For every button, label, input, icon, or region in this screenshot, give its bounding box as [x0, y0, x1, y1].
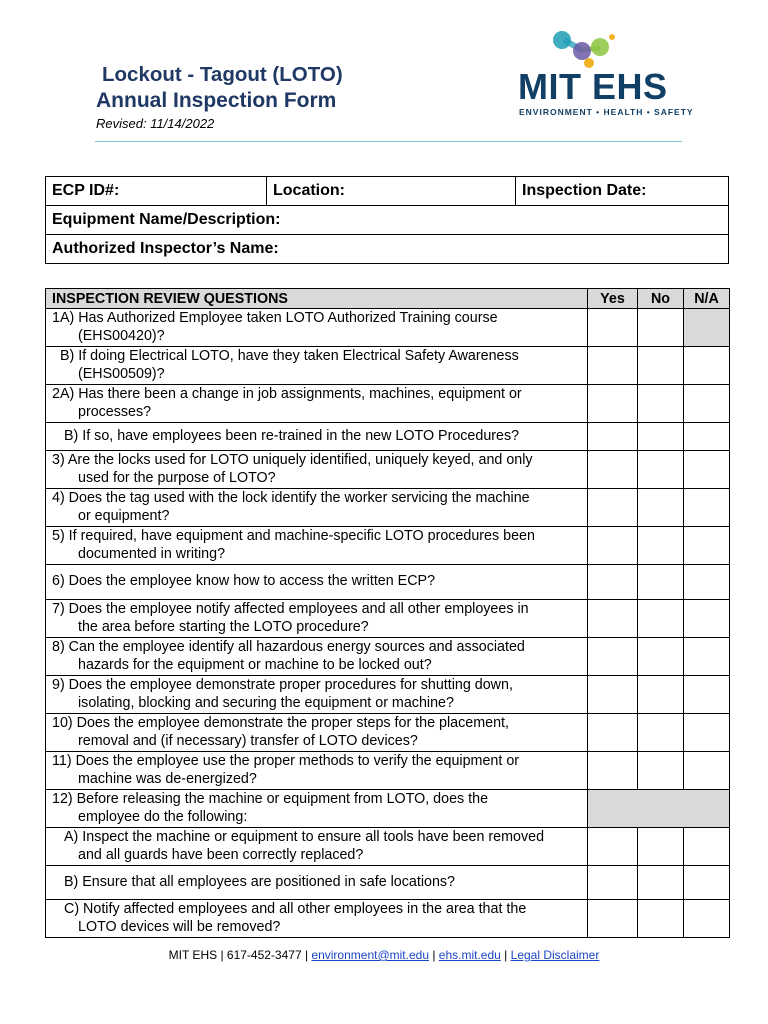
na-cell[interactable]	[684, 385, 730, 423]
table-header-row	[46, 289, 730, 309]
yes-cell[interactable]	[588, 565, 638, 600]
table-row	[46, 676, 730, 714]
yes-cell[interactable]	[588, 600, 638, 638]
no-cell[interactable]	[638, 423, 684, 451]
no-cell[interactable]	[638, 676, 684, 714]
question-line2: removal and (if necessary) transfer of LOTO devices?	[78, 732, 418, 749]
question-line1: A) Inspect the machine or equipment to ensure all tools have been removed	[64, 829, 545, 845]
form-title-line1: Lockout - Tagout (LOTO)	[102, 63, 343, 86]
question-text	[46, 676, 588, 714]
table-row	[46, 489, 730, 527]
table-row	[46, 828, 730, 866]
question-text	[46, 527, 588, 565]
table-row	[46, 600, 730, 638]
table-row	[46, 866, 730, 900]
question-line2: the area before starting the LOTO procedure?	[78, 618, 369, 635]
table-row	[46, 451, 730, 489]
yes-cell[interactable]	[588, 828, 638, 866]
question-text	[46, 565, 588, 600]
question-line1: 12) Before releasing the machine or equipment from LOTO, does the	[52, 791, 489, 807]
question-line1: 9) Does the employee demonstrate proper procedures for shutting down,	[52, 677, 513, 693]
table-row	[46, 790, 730, 828]
table-row	[46, 900, 730, 938]
location-field[interactable]: Location:	[267, 177, 516, 206]
question-line1: 3) Are the locks used for LOTO uniquely identified, uniquely keyed, and only	[52, 452, 533, 468]
shaded-answer-cell	[588, 790, 730, 828]
na-cell[interactable]	[684, 347, 730, 385]
footer-separator: |	[500, 948, 511, 962]
question-line1: 1A) Has Authorized Employee taken LOTO Authorized Training course	[52, 310, 498, 326]
question-text	[46, 900, 588, 938]
table-row	[46, 527, 730, 565]
footer-org-phone: MIT EHS | 617-452-3477 |	[168, 948, 312, 962]
molecule-logo-icon	[542, 30, 642, 70]
yes-cell[interactable]	[588, 714, 638, 752]
table-row	[46, 385, 730, 423]
question-text	[46, 385, 588, 423]
question-line1: B) If doing Electrical LOTO, have they taken Electrical Safety Awareness	[60, 348, 519, 364]
table-row	[46, 714, 730, 752]
question-line1: 8) Can the employee identify all hazardous energy sources and associated	[52, 639, 525, 655]
na-cell[interactable]	[684, 451, 730, 489]
na-cell[interactable]	[684, 423, 730, 451]
inspection-questions-table	[45, 288, 730, 938]
question-text	[46, 714, 588, 752]
no-cell[interactable]	[638, 752, 684, 790]
question-line1: 2A) Has there been a change in job assignments, machines, equipment or	[52, 386, 522, 402]
question-line2: used for the purpose of LOTO?	[78, 469, 276, 486]
table-row	[46, 752, 730, 790]
question-text	[46, 423, 588, 451]
yes-cell[interactable]	[588, 752, 638, 790]
no-cell[interactable]	[638, 347, 684, 385]
no-cell[interactable]	[638, 489, 684, 527]
no-cell[interactable]	[638, 385, 684, 423]
yes-cell[interactable]	[588, 527, 638, 565]
table-row	[46, 309, 730, 347]
question-text	[46, 866, 588, 900]
question-line2: (EHS00509)?	[78, 365, 165, 382]
yes-cell[interactable]	[588, 451, 638, 489]
question-line2: hazards for the equipment or machine to be locked out?	[78, 656, 432, 673]
question-text	[46, 489, 588, 527]
question-line1: 5) If required, have equipment and machine-specific LOTO procedures been	[52, 528, 535, 544]
na-header: N/A	[684, 289, 730, 309]
question-line2: employee do the following:	[78, 808, 248, 825]
questions-header: INSPECTION REVIEW QUESTIONS	[46, 289, 588, 309]
footer	[0, 948, 768, 962]
no-cell[interactable]	[638, 527, 684, 565]
inspection-date-field[interactable]: Inspection Date:	[516, 177, 729, 206]
na-cell[interactable]	[684, 714, 730, 752]
question-line1: B) If so, have employees been re-trained in the new LOTO Procedures?	[64, 427, 520, 444]
question-line2: (EHS00420)?	[78, 327, 165, 344]
question-text	[46, 451, 588, 489]
yes-cell[interactable]	[588, 489, 638, 527]
no-cell[interactable]	[638, 828, 684, 866]
question-line1: 7) Does the employee notify affected employees and all other employees in	[52, 601, 529, 617]
table-row	[46, 638, 730, 676]
mit-ehs-logo	[514, 30, 694, 120]
table-row	[46, 347, 730, 385]
no-cell[interactable]	[638, 451, 684, 489]
yes-header: Yes	[588, 289, 638, 309]
no-cell[interactable]	[638, 565, 684, 600]
yes-cell[interactable]	[588, 347, 638, 385]
question-text	[46, 752, 588, 790]
question-line2: documented in writing?	[78, 545, 226, 562]
question-line1: 10) Does the employee demonstrate the proper steps for the placement,	[52, 715, 509, 731]
question-text	[46, 828, 588, 866]
no-cell[interactable]	[638, 309, 684, 347]
question-line1: 4) Does the tag used with the lock identify the worker servicing the machine	[52, 490, 530, 506]
na-cell[interactable]	[684, 489, 730, 527]
question-text	[46, 347, 588, 385]
na-cell[interactable]	[684, 828, 730, 866]
inspector-field[interactable]: Authorized Inspector’s Name:	[46, 235, 729, 264]
yes-cell[interactable]	[588, 638, 638, 676]
yes-cell[interactable]	[588, 309, 638, 347]
logo-tagline: ENVIRONMENT • HEALTH • SAFETY	[519, 107, 694, 117]
na-cell[interactable]	[684, 600, 730, 638]
question-text	[46, 790, 588, 828]
info-table	[45, 176, 729, 264]
revised-date: Revised: 11/14/2022	[96, 116, 215, 131]
yes-cell[interactable]	[588, 385, 638, 423]
na-cell[interactable]	[684, 866, 730, 900]
na-cell[interactable]	[684, 527, 730, 565]
question-text	[46, 600, 588, 638]
question-line2: machine was de-energized?	[78, 770, 257, 787]
no-cell[interactable]	[638, 638, 684, 676]
table-row	[46, 565, 730, 600]
question-line1: C) Notify affected employees and all other employees in the area that the	[64, 901, 527, 917]
na-cell[interactable]	[684, 900, 730, 938]
no-cell[interactable]	[638, 714, 684, 752]
yes-cell[interactable]	[588, 423, 638, 451]
na-cell	[684, 309, 730, 347]
no-header: No	[638, 289, 684, 309]
na-cell[interactable]	[684, 676, 730, 714]
question-line1: 11) Does the employee use the proper methods to verify the equipment or	[52, 753, 520, 769]
equipment-field[interactable]: Equipment Name/Description:	[46, 206, 729, 235]
question-line2: isolating, blocking and securing the equipment or machine?	[78, 694, 454, 711]
yes-cell[interactable]	[588, 676, 638, 714]
email-link[interactable]: environment@mit.edu	[311, 948, 429, 962]
question-text	[46, 309, 588, 347]
na-cell[interactable]	[684, 565, 730, 600]
question-line2: or equipment?	[78, 507, 170, 524]
question-line2: LOTO devices will be removed?	[78, 918, 281, 935]
no-cell[interactable]	[638, 600, 684, 638]
question-line2: and all guards have been correctly replaced?	[78, 846, 364, 863]
website-link[interactable]: ehs.mit.edu	[438, 948, 501, 962]
no-cell[interactable]	[638, 900, 684, 938]
yes-cell[interactable]	[588, 866, 638, 900]
question-text	[46, 638, 588, 676]
logo-wordmark: MIT EHS	[518, 66, 668, 107]
no-cell[interactable]	[638, 866, 684, 900]
form-title-line2: Annual Inspection Form	[96, 89, 337, 112]
header-divider	[95, 141, 682, 142]
ecp-id-field[interactable]: ECP ID#:	[46, 177, 267, 206]
yes-cell[interactable]	[588, 900, 638, 938]
na-cell[interactable]	[684, 638, 730, 676]
question-line1: B) Ensure that all employees are positioned in safe locations?	[64, 873, 456, 890]
table-row	[46, 423, 730, 451]
na-cell[interactable]	[684, 752, 730, 790]
footer-separator: |	[429, 948, 439, 962]
legal-disclaimer-link[interactable]: Legal Disclaimer	[510, 948, 600, 962]
question-line2: processes?	[78, 403, 152, 420]
question-line1: 6) Does the employee know how to access the written ECP?	[52, 573, 436, 590]
